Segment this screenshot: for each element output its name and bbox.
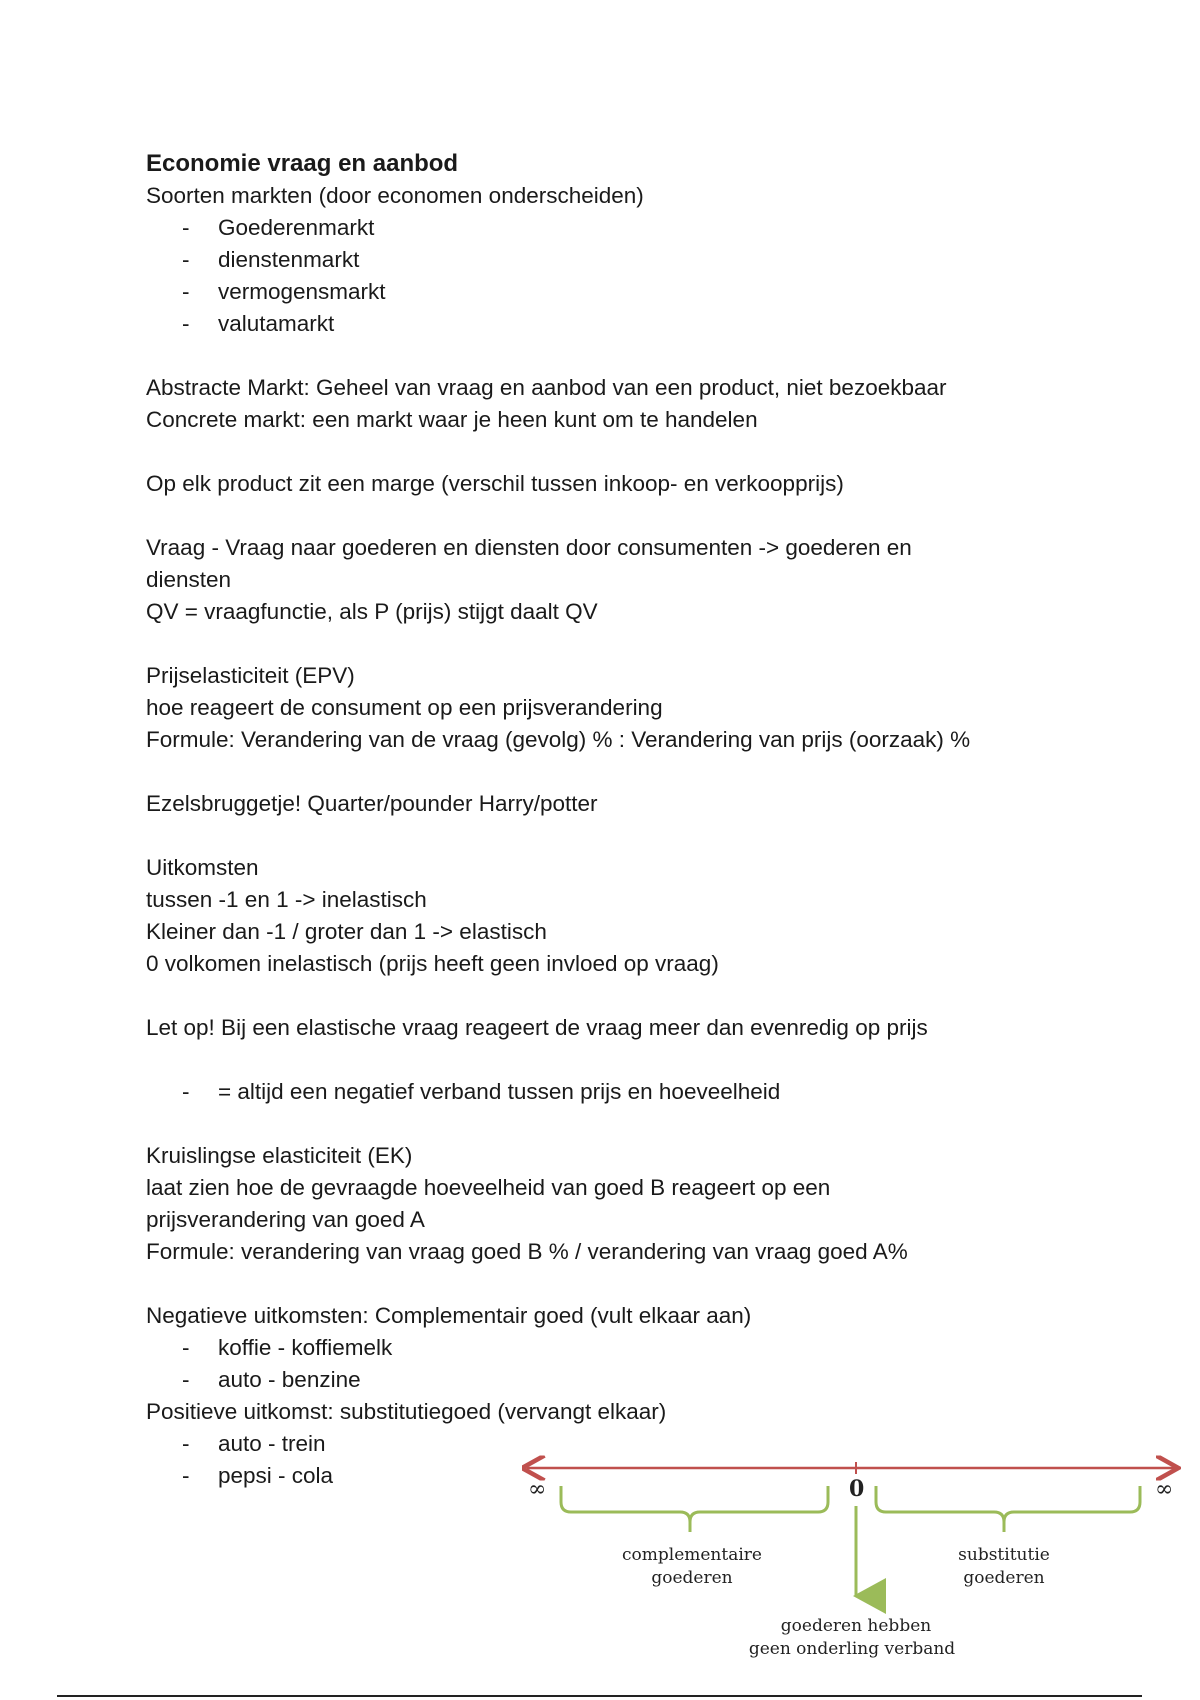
list-item: - dienstenmarkt [182, 247, 360, 272]
epv-heading: Prijselasticiteit (EPV) [146, 663, 355, 688]
substitute-label-2: goederen [963, 1568, 1045, 1588]
ek-formula: Formule: verandering van vraag goed B % / verandering van vraag goed A% [146, 1239, 908, 1264]
ek-heading: Kruislingse elasticiteit (EK) [146, 1143, 413, 1168]
no-relation-label: goederen hebben [780, 1616, 932, 1636]
list-item: - pepsi - cola [182, 1463, 334, 1488]
note-text: Let op! Bij een elastische vraag reageert de vraag meer dan evenredig op prijs [146, 1015, 928, 1040]
outcome-line: 0 volkomen inelastisch (prijs heeft geen invloed op vraag) [146, 951, 719, 976]
page-title: Economie vraag en aanbod [146, 150, 459, 177]
ek-line: prijsverandering van goed A [146, 1207, 425, 1232]
abstract-market-text: Abstracte Markt: Geheel van vraag en aanbod van een product, niet bezoekbaar [146, 375, 947, 400]
mnemonic-text: Ezelsbruggetje! Quarter/pounder Harry/potter [146, 791, 598, 816]
list-item: - = altijd een negatief verband tussen prijs en hoeveelheid [182, 1079, 781, 1104]
complementary-label-2: goederen [651, 1568, 733, 1588]
list-item: - auto - benzine [182, 1367, 361, 1392]
positive-heading: Positieve uitkomst: substitutiegoed (vervangt elkaar) [146, 1399, 667, 1424]
markets-intro: Soorten markten (door economen onderscheiden) [146, 183, 644, 208]
no-relation-label-2: geen onderling verband [748, 1639, 956, 1659]
zero-label: 0 [849, 1476, 865, 1502]
outcome-line: Kleiner dan -1 / groter dan 1 -> elastisch [146, 919, 547, 944]
substitute-label: substitutie [958, 1545, 1050, 1565]
list-item: - auto - trein [182, 1431, 326, 1456]
demand-line: Vraag - Vraag naar goederen en diensten door consumenten -> goederen en [146, 535, 912, 560]
demand-function: QV = vraagfunctie, als P (prijs) stijgt daalt QV [146, 599, 598, 624]
list-item: - vermogensmarkt [182, 279, 386, 304]
complementary-brace [561, 1486, 828, 1532]
substitute-brace [876, 1486, 1140, 1532]
outcomes-heading: Uitkomsten [146, 855, 259, 880]
footer-divider [57, 1695, 1142, 1697]
margin-text: Op elk product zit een marge (verschil tussen inkoop- en verkoopprijs) [146, 471, 844, 496]
right-infinity-label: ∞ [1155, 1477, 1174, 1502]
document-page [146, 148, 1066, 1492]
concrete-market-text: Concrete markt: een markt waar je heen kunt om te handelen [146, 407, 758, 432]
demand-line: diensten [146, 567, 232, 592]
left-infinity-label: ∞ [528, 1477, 547, 1502]
complementary-label: complementaire [622, 1545, 762, 1565]
list-item: - valutamarkt [182, 311, 335, 336]
outcome-line: tussen -1 en 1 -> inelastisch [146, 887, 427, 912]
epv-formula: Formule: Verandering van de vraag (gevolg) % : Verandering van prijs (oorzaak) % [146, 727, 971, 752]
epv-description: hoe reageert de consument op een prijsverandering [146, 695, 663, 720]
ek-line: laat zien hoe de gevraagde hoeveelheid van goed B reageert op een [146, 1175, 831, 1200]
list-item: - koffie - koffiemelk [182, 1335, 393, 1360]
list-item: - Goederenmarkt [182, 215, 375, 240]
negative-heading: Negatieve uitkomsten: Complementair goed (vult elkaar aan) [146, 1303, 752, 1328]
